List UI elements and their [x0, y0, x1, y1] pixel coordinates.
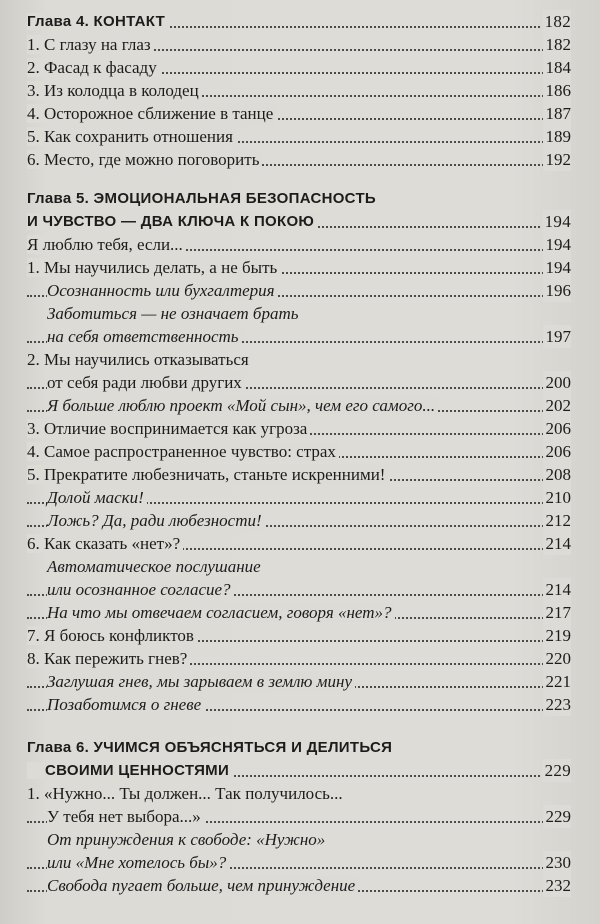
toc-subentry[interactable] [27, 874, 571, 897]
page-number: 194 [542, 210, 571, 233]
entry-title: 1. С глазу на глаз [27, 35, 154, 54]
entry-title: Долой маски! [47, 488, 147, 507]
toc-entry[interactable] [27, 647, 571, 670]
toc-entry[interactable] [27, 102, 571, 125]
page-number: 194 [543, 233, 572, 256]
chapter-title: СВОИМИ ЦЕННОСТЯМИ [27, 762, 232, 779]
toc-entry[interactable] [27, 440, 571, 463]
page-number: 230 [543, 851, 572, 874]
page-number: 219 [543, 624, 572, 647]
toc-subentry[interactable] [27, 555, 571, 578]
entry-title: на себя ответственность [47, 327, 242, 346]
entry-title: Я больше люблю проект «Мой сын», чем его самого... [47, 396, 438, 415]
page-number: 182 [542, 10, 571, 33]
entry-title: 5. Прекратите любезничать, станьте искренними! [27, 465, 388, 484]
toc-entry[interactable] [27, 624, 571, 647]
entry-title: 7. Я боюсь конфликтов [27, 626, 197, 645]
spacer [27, 171, 571, 187]
entry-title: 3. Из колодца в колодец [27, 81, 202, 100]
page-number: 196 [543, 279, 572, 302]
page-number: 220 [543, 647, 572, 670]
page-number: 214 [543, 578, 572, 601]
entry-title: Позаботимся о гневе [47, 695, 204, 714]
toc-entry[interactable] [27, 148, 571, 171]
entry-title: 3. Отличие воспринимается как угроза [27, 419, 310, 438]
entry-title: От принуждения к свободе: «Нужно» [47, 830, 326, 849]
entry-title: У тебя нет выбора...» [47, 807, 204, 826]
toc-subentry[interactable] [27, 670, 571, 693]
entry-title: На что мы отвечаем согласием, говоря «нет»? [47, 603, 395, 622]
toc-subentry[interactable] [27, 693, 571, 716]
entry-title: 6. Как сказать «нет»? [27, 534, 183, 553]
toc-entry[interactable] [27, 33, 571, 56]
page-number: 184 [543, 56, 572, 79]
page-number: 194 [543, 256, 572, 279]
page-number: 187 [543, 102, 572, 125]
page-number: 232 [543, 874, 572, 897]
page-number: 200 [543, 371, 572, 394]
entry-title: Осознанность или бухгалтерия [47, 281, 278, 300]
page-number: 189 [543, 125, 572, 148]
toc-subentry[interactable] [27, 828, 571, 851]
page-number: 192 [543, 148, 572, 171]
entry-title: 5. Как сохранить отношения [27, 127, 236, 146]
page-number: 217 [543, 601, 572, 624]
entry-title: 8. Как пережить гнев? [27, 649, 190, 668]
page-number: 208 [543, 463, 572, 486]
toc-subentry[interactable] [27, 394, 571, 417]
chapter-label: Глава 5. [27, 190, 90, 207]
table-of-contents [27, 10, 571, 897]
toc-subentry[interactable] [27, 302, 571, 325]
page-number: 214 [543, 532, 572, 555]
toc-entry[interactable] [27, 348, 571, 371]
chapter-title: КОНТАКТ [93, 13, 166, 30]
toc-subentry[interactable] [27, 279, 571, 302]
page-number: 197 [543, 325, 572, 348]
page-number: 206 [543, 417, 572, 440]
entry-title: или осознанное согласие? [47, 580, 234, 599]
toc-entry[interactable] [27, 805, 571, 828]
entry-title: 6. Место, где можно поговорить [27, 150, 262, 169]
entry-title: 4. Осторожное сближение в танце [27, 104, 276, 123]
entry-title: или «Мне хотелось бы»? [47, 853, 229, 872]
toc-subentry[interactable] [27, 509, 571, 532]
chapter-label: Глава 6. [27, 739, 90, 756]
page-number: 221 [543, 670, 572, 693]
page-number: 202 [543, 394, 572, 417]
chapter-6-heading-line2[interactable] [27, 759, 571, 782]
entry-title: 2. Фасад к фасаду [27, 58, 160, 77]
chapter-title: И ЧУВСТВО — ДВА КЛЮЧА К ПОКОЮ [27, 213, 317, 230]
entry-title: Заглушая гнев, мы зарываем в землю мину [47, 672, 355, 691]
chapter-title: ЭМОЦИОНАЛЬНАЯ БЕЗОПАСНОСТЬ [93, 190, 376, 207]
toc-subentry[interactable] [27, 486, 571, 509]
page-number: 229 [543, 805, 572, 828]
toc-entry[interactable] [27, 463, 571, 486]
toc-entry[interactable] [27, 256, 571, 279]
chapter-4-heading[interactable] [27, 10, 571, 33]
page-number: 186 [543, 79, 572, 102]
toc-subentry[interactable] [27, 601, 571, 624]
toc-entry[interactable] [27, 233, 571, 256]
toc-subentry[interactable] [27, 325, 571, 348]
entry-title: Заботиться — не означает брать [47, 304, 299, 323]
page-number: 212 [543, 509, 572, 532]
page-number: 182 [543, 33, 572, 56]
toc-subentry[interactable] [27, 851, 571, 874]
page-number: 223 [543, 693, 572, 716]
toc-entry[interactable] [27, 56, 571, 79]
entry-title: 1. «Нужно... Ты должен... Так получилось... [27, 784, 343, 803]
entry-title: Я люблю тебя, если... [27, 235, 186, 254]
entry-title: от себя ради любви других [47, 373, 245, 392]
spacer [27, 716, 571, 736]
page-number: 206 [543, 440, 572, 463]
entry-title: 4. Самое распространенное чувство: страх [27, 442, 339, 461]
entry-title: 2. Мы научились отказываться [27, 350, 249, 369]
entry-title: Свобода пугает больше, чем принуждение [47, 876, 358, 895]
chapter-label: Глава 4. [27, 13, 90, 30]
toc-subentry[interactable] [27, 578, 571, 601]
toc-entry[interactable] [27, 417, 571, 440]
toc-entry[interactable] [27, 371, 571, 394]
toc-entry[interactable] [27, 125, 571, 148]
toc-entry[interactable] [27, 782, 571, 805]
entry-title: 1. Мы научились делать, а не быть [27, 258, 280, 277]
toc-entry[interactable] [27, 532, 571, 555]
entry-title: Ложь? Да, ради любезности! [47, 511, 265, 530]
chapter-title: УЧИМСЯ ОБЪЯСНЯТЬСЯ И ДЕЛИТЬСЯ [93, 739, 393, 756]
chapter-6-heading-line1[interactable] [27, 736, 571, 759]
entry-title: Автоматическое послушание [47, 557, 261, 576]
toc-entry[interactable] [27, 79, 571, 102]
page-number: 210 [543, 486, 572, 509]
chapter-5-heading-line1[interactable] [27, 187, 571, 210]
chapter-5-heading-line2[interactable] [27, 210, 571, 233]
page-number: 229 [542, 759, 571, 782]
